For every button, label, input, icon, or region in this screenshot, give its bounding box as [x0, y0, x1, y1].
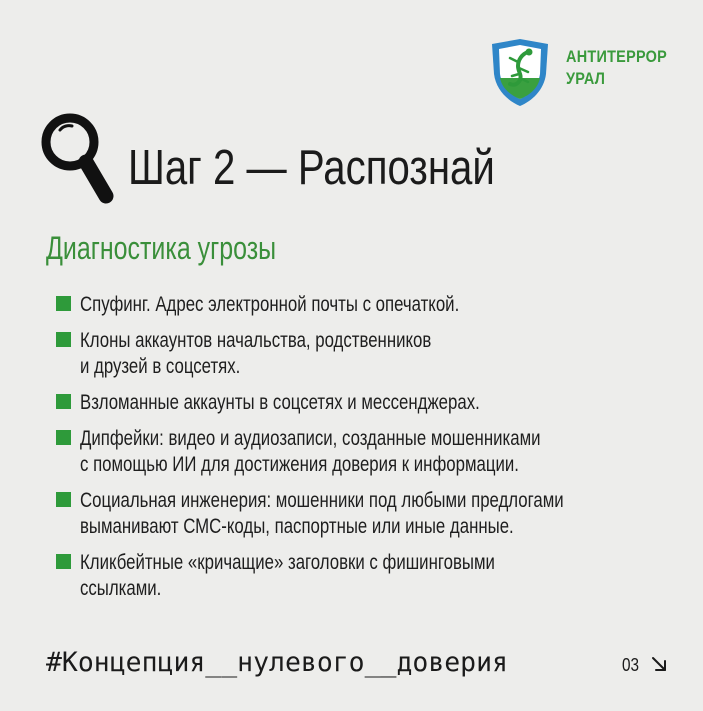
- bullet-square-icon: [56, 554, 71, 569]
- bullet-square-icon: [56, 394, 71, 409]
- list-item-text: Кликбейтные «кричащие» заголовки с фишинговыми ссылками.: [80, 551, 495, 600]
- list-item: [56, 426, 676, 478]
- list-item-text: Клоны аккаунтов начальства, родственников и друзей в соцсетях.: [80, 329, 432, 378]
- page-number: 03: [622, 655, 640, 675]
- logo-line-2: УРАЛ: [566, 69, 606, 88]
- section-subtitle: Диагностика угрозы: [46, 230, 277, 266]
- bullet-square-icon: [56, 332, 71, 347]
- lizard-shield-icon: [488, 38, 552, 108]
- threat-list: [56, 292, 676, 612]
- page-title: Шаг 2 — Распознай: [128, 141, 495, 195]
- magnifier-icon: [38, 108, 120, 208]
- bullet-square-icon: [56, 296, 71, 311]
- list-item-text: Социальная инженерия: мошенники под любыми предлогами выманивают СМС-коды, паспортные или иные данные.: [80, 489, 564, 538]
- list-item-text: Спуфинг. Адрес электронной почты с опечаткой.: [80, 293, 460, 316]
- list-item: [56, 390, 676, 416]
- arrow-down-right-icon[interactable]: [650, 655, 668, 673]
- list-item-text: Взломанные аккаунты в соцсетях и мессенджерах.: [80, 391, 480, 414]
- list-item: [56, 328, 676, 380]
- hashtag: #Концепция__нулевого__доверия: [46, 647, 508, 678]
- list-item: [56, 550, 676, 602]
- list-item: [56, 292, 676, 318]
- title-row: [38, 108, 678, 208]
- logo-line-1: АНТИТЕРРОР: [566, 47, 668, 66]
- list-item-text: Дипфейки: видео и аудиозаписи, созданные мошенниками с помощью ИИ для достижения доверия к информации.: [80, 427, 541, 476]
- logo: [488, 38, 688, 108]
- logo-text: [566, 46, 667, 90]
- list-item: [56, 488, 676, 540]
- bullet-square-icon: [56, 492, 71, 507]
- bullet-square-icon: [56, 430, 71, 445]
